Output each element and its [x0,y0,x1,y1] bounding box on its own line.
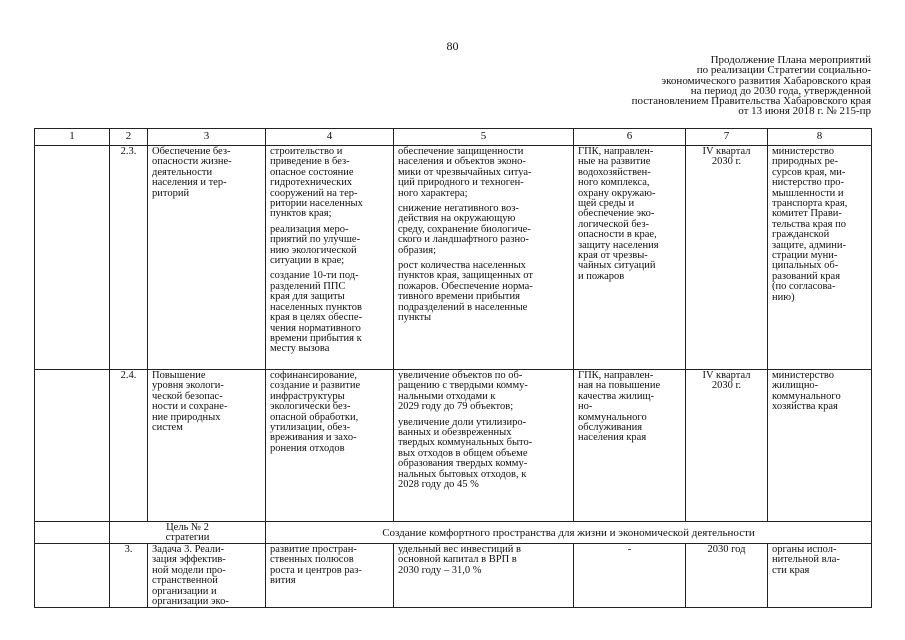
cell-number: 3. [110,544,148,608]
measure-item: создание 10-ти под- разделений ППС края для защиты населенных пунктов края в целях обеспе- чения нормативного времени прибытия к месту вызова [270,270,363,355]
cell-program: ГПК, направлен- ные на развитие водохозяйствен- ного комплекса, охрану окружаю- щей среды и обеспечение эко- логической без- опасности в крае, защиту населения края от чрезвы- чайных ситуаций и пожаров [574,146,686,370]
cell-measures: развитие простран- ственных полюсов роста и центров раз- вития [266,544,394,608]
cell-measures: софинансирование, создание и развитие инфраструктуры экологически без- опасной обработки, утилизации, обез- вреживания и захо- ронения отходов [266,370,394,522]
column-number: 2 [110,129,148,146]
header-line: экономического развития Хабаровского края [661,74,871,87]
goal-row [35,522,872,544]
column-number: 6 [574,129,686,146]
result-item: увеличение объектов по об- ращению с твердыми комму- нальными отходами к 2029 году до 79 объектов; [398,370,528,413]
cell-number: 2.3. [110,146,148,370]
cell-responsible: министерство природных ре- сурсов края, ми- нистерство про- мышленности и транспорта края, комитет Прави- тельства края по гражданской защите, админи- страции муни- ципальных об- разований края (по согласова- нию) [768,146,872,370]
result-item: обеспечение защищенности населения и объектов эконо- мики от чрезвычайных ситуа- ций природного и техноген- ного характера; [398,146,532,199]
column-numbers-row [35,129,872,146]
cell-empty [35,146,110,370]
table-row [35,146,872,370]
cell-number: 2.4. [110,370,148,522]
column-number: 7 [686,129,768,146]
header-line: постановлением Правительства Хабаровского края [631,95,871,108]
result-item: увеличение доли утилизиро- ванных и обезвреженных твердых коммунальных быто- вых отходов в общем объеме образования твердых комму- нальных бытовых отходов, к 2028 году до 45 % [398,416,533,491]
column-number: 8 [768,129,872,146]
cell-task: Повышение уровня экологи- ческой безопас- ности и сохране- ние природных систем [148,370,266,522]
cell-deadline: IV квартал 2030 г. [686,370,768,522]
cell-results [394,146,574,370]
page-number: 80 [446,39,459,53]
cell-measures [266,146,394,370]
goal-label: Цель № 2 стратегии [110,522,266,544]
column-number: 3 [148,129,266,146]
cell-program: - [574,544,686,608]
header-line: Продолжение Плана мероприятий [710,54,871,66]
cell-empty [35,370,110,522]
header-note [571,55,871,117]
plan-table [34,128,872,608]
result-item: снижение негативного воз- действия на окружающую среду, сохранение биологиче- ского и ландшафтного разно- образия; [398,203,531,256]
measure-item: реализация меро- приятий по улучше- нию экологической ситуации в крае; [270,223,361,267]
cell-empty [35,522,110,544]
cell-responsible: министерство жилищно- коммунального хозяйства края [768,370,872,522]
cell-task: Обеспечение без- опасности жизне- деятельности населения и тер- риторий [148,146,266,370]
cell-results: удельный вес инвестиций в основной капитал в ВРП в 2030 году – 31,0 % [394,544,574,608]
cell-task: Задача 3. Реали- зация эффектив- ной модели про- странственной организации и организации эко- [148,544,266,608]
result-item: рост количества населенных пунктов края, защищенных от пожаров. Обеспечение норма- тивного времени прибытия подразделений в населенные пункты [398,260,533,324]
cell-results [394,370,574,522]
column-number: 5 [394,129,574,146]
cell-program: ГПК, направлен- ная на повышение качества жилищ- но- коммунального обслуживания населения края [574,370,686,522]
table-row [35,370,872,522]
header-line: по реализации Стратегии социально- [696,64,871,77]
header-line: на период до 2030 года, утвержденной [690,84,871,97]
column-number: 1 [35,129,110,146]
column-number: 4 [266,129,394,146]
cell-deadline: IV квартал 2030 г. [686,146,768,370]
measure-item: строительство и приведение в без- опасное состояние гидротехнических сооружений на тер- ритории населенных пунктов края; [270,146,363,220]
cell-responsible: органы испол- нительной вла- сти края [768,544,872,608]
table-row [35,544,872,608]
cell-empty [35,544,110,608]
header-line: от 13 июня 2018 г. № 215-пр [738,105,871,118]
goal-text: Создание комфортного пространства для жизни и экономической деятельности [266,522,872,544]
cell-deadline: 2030 год [686,544,768,608]
